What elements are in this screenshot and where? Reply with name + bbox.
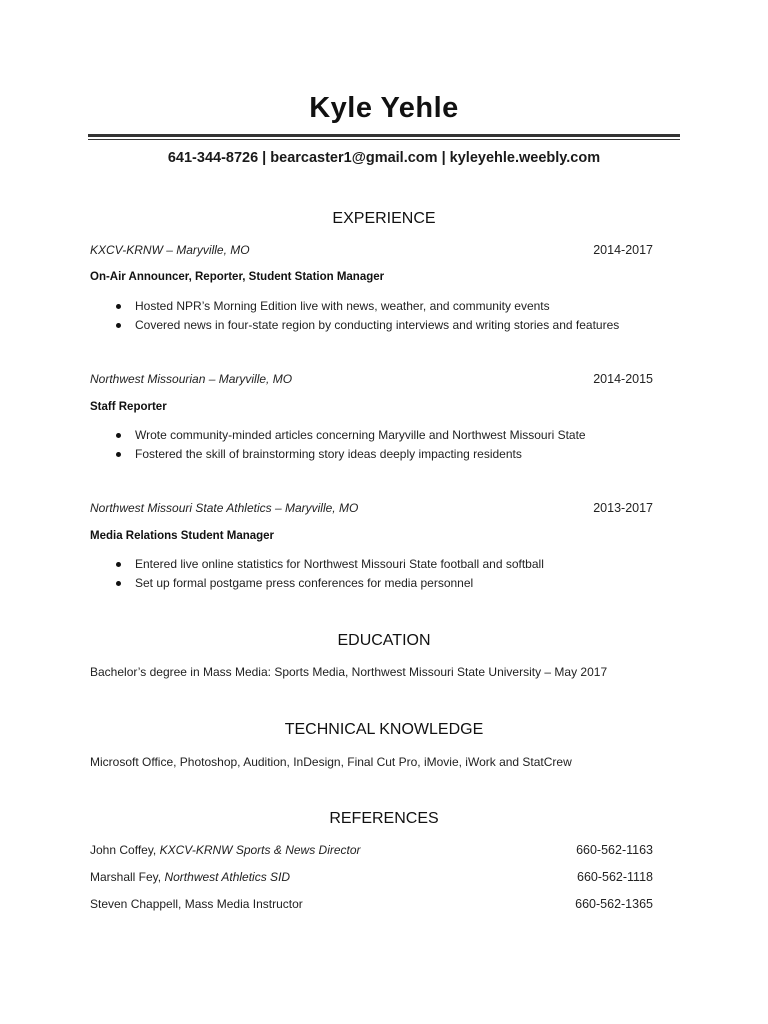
reference-entry <box>90 843 361 857</box>
job-organization: KXCV-KRNW – Maryville, MO <box>90 243 250 257</box>
reference-phone: 660-562-1118 <box>577 870 653 884</box>
technical-skills: Microsoft Office, Photoshop, Audition, InDesign, Final Cut Pro, iMovie, iWork and StatCrew <box>90 755 572 769</box>
job-years: 2014-2017 <box>593 243 653 257</box>
bullet-item: Hosted NPR’s Morning Edition live with news, weather, and community events <box>90 297 619 316</box>
job-years: 2014-2015 <box>593 372 653 386</box>
reference-name: John Coffey, <box>90 843 160 857</box>
job-header <box>90 501 653 519</box>
contact-line: 641-344-8726 | bearcaster1@gmail.com | kyleyehle.weebly.com <box>167 150 601 166</box>
job-organization: Northwest Missouri State Athletics – Maryville, MO <box>90 501 359 515</box>
job-organization: Northwest Missourian – Maryville, MO <box>90 372 293 386</box>
bullet-item: Set up formal postgame press conferences for media personnel <box>90 574 544 593</box>
reference-phone: 660-562-1163 <box>576 843 653 857</box>
education-entry: Bachelor’s degree in Mass Media: Sports Media, Northwest Missouri State University – May 2017 <box>90 665 608 679</box>
job-bullets <box>90 297 619 335</box>
job-years: 2013-2017 <box>593 501 653 515</box>
bullet-item: Wrote community-minded articles concerning Maryville and Northwest Missouri State <box>90 426 586 445</box>
bullet-item: Covered news in four-state region by conducting interviews and writing stories and features <box>90 316 619 335</box>
reference-phone: 660-562-1365 <box>575 897 653 911</box>
reference-name: Marshall Fey, <box>90 870 165 884</box>
reference-role: Northwest Athletics SID <box>164 870 291 884</box>
reference-row <box>90 897 653 915</box>
reference-name: Steven Chappell, Mass Media Instructor <box>90 897 303 911</box>
job-role: Media Relations Student Manager <box>90 530 275 542</box>
job-header <box>90 372 653 390</box>
reference-role: KXCV-KRNW Sports & News Director <box>159 843 361 857</box>
reference-entry <box>90 870 290 884</box>
job-role: On-Air Announcer, Reporter, Student Station Manager <box>90 271 385 283</box>
reference-row <box>90 843 653 861</box>
section-title-experience: EXPERIENCE <box>332 210 436 227</box>
job-header <box>90 243 653 261</box>
bullet-item: Fostered the skill of brainstorming story ideas deeply impacting residents <box>90 445 586 464</box>
reference-row <box>90 870 653 888</box>
bullet-item: Entered live online statistics for Northwest Missouri State football and softball <box>90 555 544 574</box>
header-divider-thick <box>88 134 680 137</box>
section-title-references: REFERENCES <box>329 810 439 827</box>
header-divider-thin <box>88 139 680 140</box>
job-bullets <box>90 426 586 464</box>
job-role: Staff Reporter <box>90 401 167 413</box>
job-bullets <box>90 555 544 593</box>
section-title-technical: TECHNICAL KNOWLEDGE <box>284 721 484 738</box>
resume-name: Kyle Yehle <box>309 92 459 124</box>
section-title-education: EDUCATION <box>337 632 431 649</box>
reference-entry <box>90 897 303 911</box>
